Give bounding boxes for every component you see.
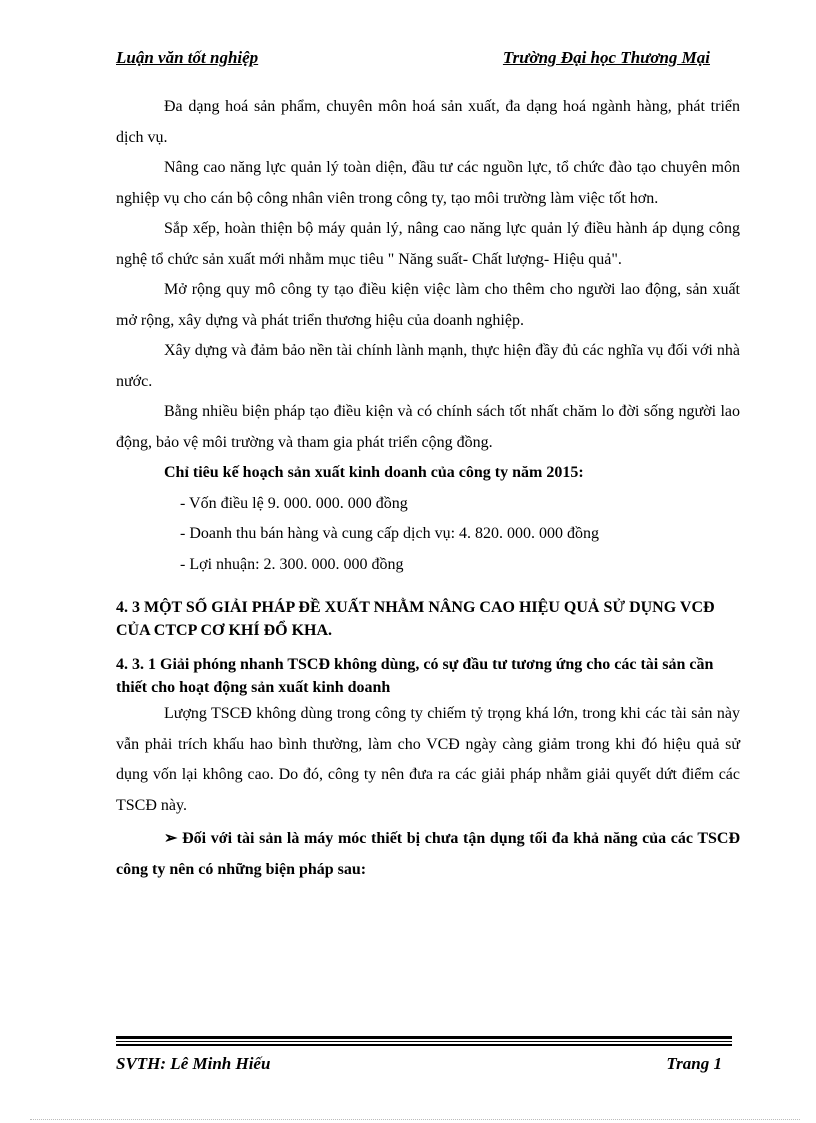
paragraph-expansion: Mở rộng quy mô công ty tạo điều kiện việc làm cho thêm cho người lao động, sản xuất mở rộng, xây dựng và phát triển thương hiệu của doanh nghiệp. — [116, 281, 740, 329]
paragraph-restructuring: Sắp xếp, hoàn thiện bộ máy quản lý, nâng cao năng lực quản lý điều hành áp dụng công nghệ tổ chức sản xuất mới nhằm mục tiêu " Năng suất- Chất lượng- Hiệu quả". — [116, 220, 740, 268]
page-body — [116, 92, 740, 885]
header-university-label: Trường Đại học Thương Mại — [502, 48, 710, 67]
subsection-heading: 4. 3. 1 Giải phóng nhanh TSCĐ không dùng, có sự đầu tư tương ứng cho các tài sản cần thiết cho hoạt động sản xuất kinh doanh — [116, 656, 714, 696]
plan-item-profit: - Lợi nhuận: 2. 300. 000. 000 đồng — [180, 555, 404, 573]
paragraph-management-capacity: Nâng cao năng lực quản lý toàn diện, đầu tư các nguồn lực, tổ chức đào tạo chuyên môn nghiệp vụ cho cán bộ công nhân viên trong công ty, tạo môi trường làm việc tốt hơn. — [116, 159, 740, 207]
section-heading: 4. 3 MỘT SỐ GIẢI PHÁP ĐỀ XUẤT NHẰM NÂNG CAO HIỆU QUẢ SỬ DỤNG VCĐ CỦA CTCP CƠ KHÍ ĐỔ KHA. — [116, 599, 715, 639]
paragraph-welfare: Bằng nhiều biện pháp tạo điều kiện và có chính sách tốt nhất chăm lo đời sống người lao động, bảo vệ môi trường và tham gia phát triển cộng đồng. — [116, 403, 740, 451]
arrow-bullet-text: Đối với tài sản là máy móc thiết bị chưa tận dụng tối đa khả năng của các TSCĐ công ty nên có những biện pháp sau: — [116, 830, 741, 878]
footer-rule-thin — [116, 1041, 732, 1042]
arrow-bullet-icon: ➢ — [164, 830, 178, 847]
header-thesis-label: Luận văn tốt nghiệp — [116, 48, 259, 67]
plan-item-revenue: - Doanh thu bán hàng và cung cấp dịch vụ: 4. 820. 000. 000 đồng — [180, 525, 600, 542]
footer-rule-bottom — [116, 1044, 732, 1046]
page-bottom-border — [30, 1119, 800, 1120]
paragraph-diversification: Đa dạng hoá sản phẩm, chuyên môn hoá sản xuất, đa dạng hoá ngành hàng, phát triển dịch vụ. — [116, 98, 740, 146]
page-header — [116, 48, 710, 72]
paragraph-finance: Xây dựng và đảm bảo nền tài chính lành mạnh, thực hiện đầy đủ các nghĩa vụ đối với nhà nước. — [116, 342, 740, 390]
footer-rule-thick — [116, 1036, 732, 1039]
footer-page-number: Trang 1 — [666, 1054, 722, 1073]
footer-author: SVTH: Lê Minh Hiếu — [116, 1054, 271, 1073]
arrow-bullet-item — [116, 823, 740, 885]
paragraph-unused-assets: Lượng TSCĐ không dùng trong công ty chiếm tỷ trọng khá lớn, trong khi các tài sản này vẫn phải trích khấu hao bình thường, làm cho VCĐ ngày càng giảm trong khi đó hiệu quả sử dụng vốn lại không cao. Do đó, công ty nên đưa ra các giải pháp nhằm giải quyết dứt điểm các TSCĐ này. — [116, 705, 740, 814]
plan-item-capital: - Vốn điều lệ 9. 000. 000. 000 đồng — [180, 494, 408, 512]
plan-heading: Chỉ tiêu kế hoạch sản xuất kinh doanh của công ty năm 2015: — [164, 464, 584, 481]
page-footer — [116, 1054, 722, 1078]
